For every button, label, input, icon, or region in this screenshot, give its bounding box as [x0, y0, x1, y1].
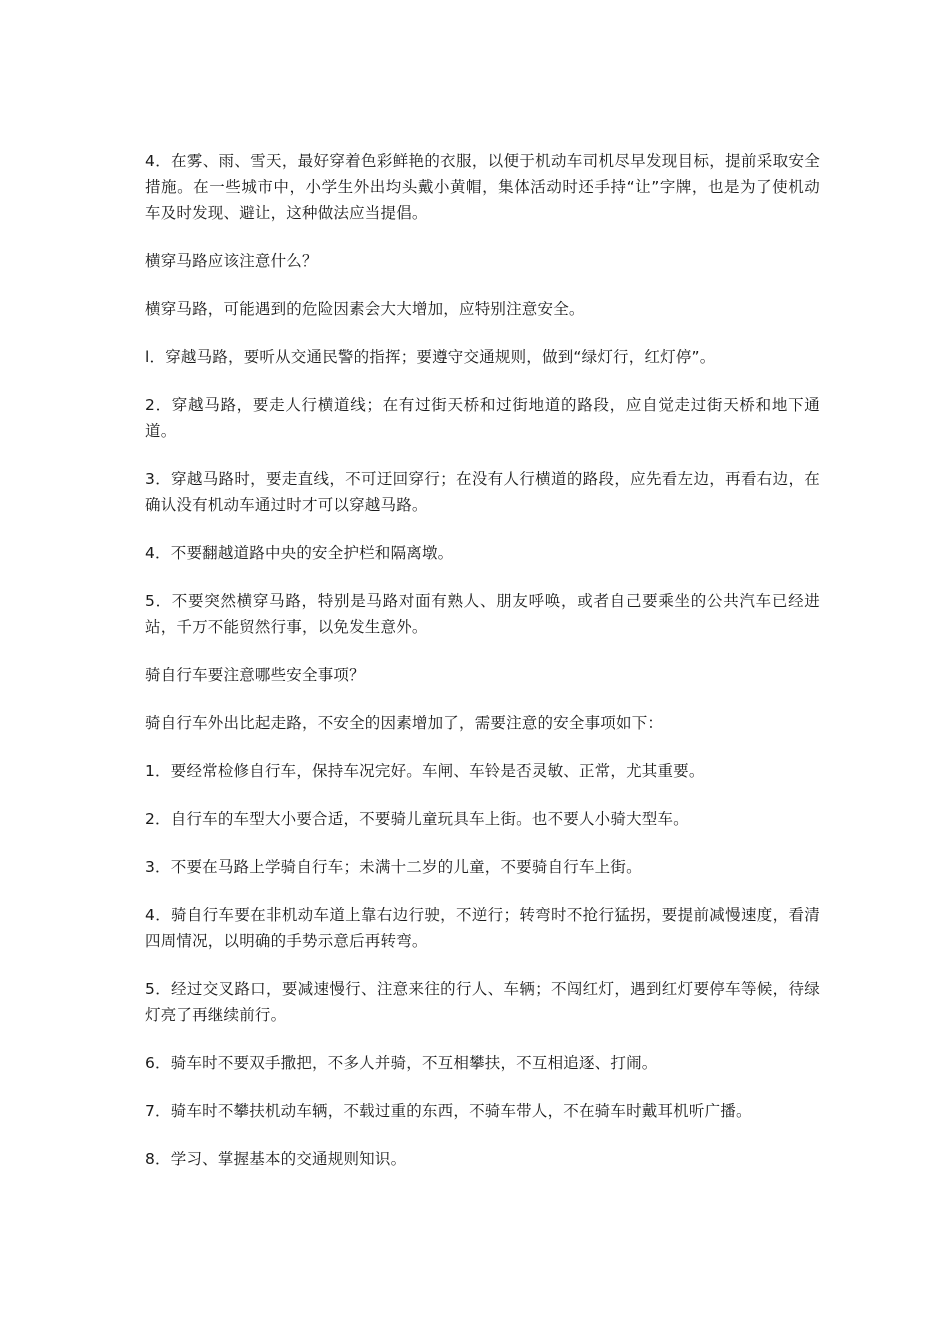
crossing-rule-2: 2．穿越马路，要走人行横道线；在有过街天桥和过街地道的路段，应自觉走过街天桥和地下通道。	[145, 396, 820, 440]
bicycle-rule-7: 7．骑车时不攀扶机动车辆，不载过重的东西，不骑车带人，不在骑车时戴耳机听广播。	[145, 1102, 752, 1120]
crossing-rule-4: 4．不要翻越道路中央的安全护栏和隔离墩。	[145, 544, 454, 562]
bicycle-rule-1: 1．要经常检修自行车，保持车况完好。车闸、车铃是否灵敏、正常，尤其重要。	[145, 762, 705, 780]
bicycle-rule-5: 5．经过交叉路口，要减速慢行、注意来往的行人、车辆；不闯红灯，遇到红灯要停车等候，待绿灯亮了再继续前行。	[145, 980, 820, 1024]
bicycle-rule-2: 2．自行车的车型大小要合适，不要骑儿童玩具车上街。也不要人小骑大型车。	[145, 810, 689, 828]
document-page	[145, 148, 820, 1172]
paragraph-crossing-intro: 横穿马路，可能遇到的危险因素会大大增加，应特别注意安全。	[145, 300, 585, 318]
bicycle-rule-3: 3．不要在马路上学骑自行车；未满十二岁的儿童，不要骑自行车上街。	[145, 858, 642, 876]
paragraph-bicycle-intro: 骑自行车外出比起走路，不安全的因素增加了，需要注意的安全事项如下：	[145, 714, 664, 732]
bicycle-rule-8: 8．学习、掌握基本的交通规则知识。	[145, 1150, 407, 1168]
bicycle-rule-6: 6．骑车时不要双手撒把，不多人并骑，不互相攀扶，不互相追逐、打闹。	[145, 1054, 658, 1072]
crossing-rule-1: l．穿越马路，要听从交通民警的指挥；要遵守交通规则，做到“绿灯行，红灯停”。	[145, 348, 716, 366]
heading-crossing-road: 横穿马路应该注意什么？	[145, 252, 318, 270]
paragraph-fog-rain-snow: 4．在雾、雨、雪天，最好穿着色彩鲜艳的衣服，以便于机动车司机尽早发现目标，提前采取安全措施。在一些城市中，小学生外出均头戴小黄帽，集体活动时还手持“让”字牌，也是为了使机动车及时发现、避让，这种做法应当提倡。	[145, 152, 820, 222]
bicycle-rule-4: 4．骑自行车要在非机动车道上靠右边行驶，不逆行；转弯时不抢行猛拐，要提前减慢速度，看清四周情况，以明确的手势示意后再转弯。	[145, 906, 820, 950]
heading-bicycle-safety: 骑自行车要注意哪些安全事项？	[145, 666, 365, 684]
crossing-rule-3: 3．穿越马路时，要走直线，不可迂回穿行；在没有人行横道的路段，应先看左边，再看右边，在确认没有机动车通过时才可以穿越马路。	[145, 470, 820, 514]
crossing-rule-5: 5．不要突然横穿马路，特别是马路对面有熟人、朋友呼唤，或者自己要乘坐的公共汽车已经进站，千万不能贸然行事，以免发生意外。	[145, 592, 820, 636]
